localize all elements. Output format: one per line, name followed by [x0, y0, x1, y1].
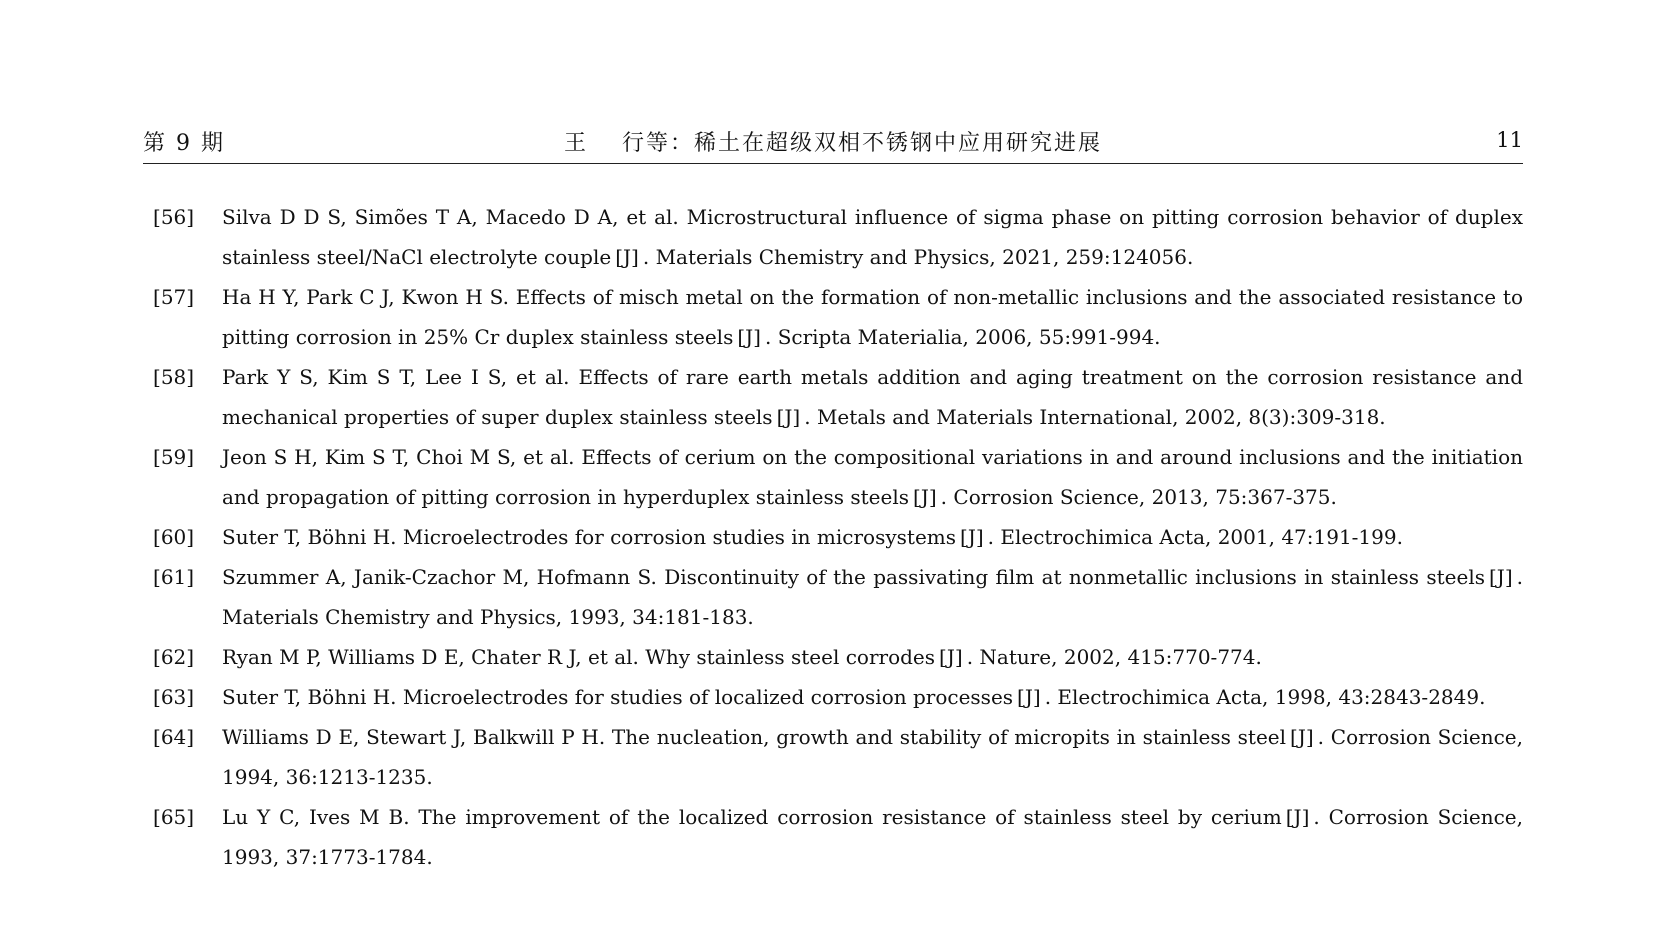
reference-source: . Corrosion Science, 2013, 75:367-375. — [940, 485, 1337, 509]
reference-item — [153, 197, 1523, 277]
reference-body: Park Y S, Kim S T, Lee I S, et al. Effects of rare earth metals addition and aging treatment on the corrosion resistance and mechanical properties of super duplex stainless steels — [222, 365, 1523, 429]
reference-number: [ 58 ] — [153, 357, 194, 397]
reference-type: [ J ] — [615, 237, 639, 277]
reference-item — [153, 797, 1523, 877]
reference-source: . Corrosion Science, 1994, 36:1213-1235. — [222, 725, 1523, 789]
running-header — [143, 124, 1523, 164]
reference-type: [ J ] — [1290, 717, 1314, 757]
reference-number: [ 59 ] — [153, 437, 194, 477]
reference-source: . Corrosion Science, 1993, 37:1773-1784. — [222, 805, 1523, 869]
reference-body: Ryan M P, Williams D E, Chater R J, et al. Why stainless steel corrodes — [222, 645, 936, 669]
reference-body: Suter T, Böhni H. Microelectrodes for studies of localized corrosion processes — [222, 685, 1014, 709]
page-number: 11 — [1496, 128, 1523, 152]
issue-label: 第 9 期 — [143, 131, 225, 156]
reference-body: Suter T, Böhni H. Microelectrodes for corrosion studies in microsystems — [222, 525, 957, 549]
reference-body: Jeon S H, Kim S T, Choi M S, et al. Effects of cerium on the compositional variations in and around inclusions and the initiation and propagation of pitting corrosion in hyperduplex stainless steels — [222, 445, 1523, 509]
reference-type: [ J ] — [1286, 797, 1310, 837]
reference-item — [153, 517, 1523, 557]
reference-item — [153, 277, 1523, 357]
running-title — [143, 126, 1523, 157]
reference-number: [ 65 ] — [153, 797, 194, 837]
reference-type: [ J ] — [960, 517, 984, 557]
reference-number: [ 57 ] — [153, 277, 194, 317]
reference-type: [ J ] — [913, 477, 937, 517]
reference-item — [153, 557, 1523, 637]
reference-source: . Electrochimica Acta, 1998, 43:2843-2849. — [1044, 685, 1486, 709]
reference-type: [ J ] — [1017, 677, 1041, 717]
running-title-author: 王 — [563, 131, 588, 156]
reference-body: Ha H Y, Park C J, Kwon H S. Effects of misch metal on the formation of non-metallic inclusions and the associated resistance to pitting corrosion in 25% Cr duplex stainless steels — [222, 285, 1523, 349]
running-title-text: 行等：稀土在超级双相不锈钢中应用研究进展 — [622, 131, 1103, 156]
reference-number: [ 60 ] — [153, 517, 194, 557]
reference-body: Williams D E, Stewart J, Balkwill P H. The nucleation, growth and stability of micropits in stainless steel — [222, 725, 1287, 749]
reference-type: [ J ] — [939, 637, 963, 677]
reference-body: Szummer A, Janik-Czachor M, Hofmann S. Discontinuity of the passivating film at nonmetallic inclusions in stainless steels — [222, 565, 1485, 589]
reference-number: [ 62 ] — [153, 637, 194, 677]
reference-item — [153, 437, 1523, 517]
reference-type: [ J ] — [1489, 557, 1513, 597]
reference-body: Silva D D S, Simões T A, Macedo D A, et al. Microstructural influence of sigma phase on pitting corrosion behavior of duplex stainless steel/NaCl electrolyte couple — [222, 205, 1523, 269]
header-rule — [143, 163, 1523, 164]
reference-source: . Materials Chemistry and Physics, 1993, 34:181-183. — [222, 565, 1523, 629]
reference-source: . Electrochimica Acta, 2001, 47:191-199. — [987, 525, 1403, 549]
reference-number: [ 64 ] — [153, 717, 194, 757]
reference-item — [153, 717, 1523, 797]
reference-item — [153, 637, 1523, 677]
reference-source: . Scripta Materialia, 2006, 55:991-994. — [764, 325, 1161, 349]
reference-source: . Materials Chemistry and Physics, 2021, 259:124056. — [642, 245, 1194, 269]
reference-source: . Nature, 2002, 415:770-774. — [966, 645, 1262, 669]
reference-type: [ J ] — [777, 397, 801, 437]
reference-list — [153, 197, 1523, 877]
reference-body: Lu Y C, Ives M B. The improvement of the localized corrosion resistance of stainless steel by cerium — [222, 805, 1282, 829]
reference-item — [153, 357, 1523, 437]
reference-number: [ 63 ] — [153, 677, 194, 717]
reference-type: [ J ] — [737, 317, 761, 357]
reference-item — [153, 677, 1523, 717]
reference-number: [ 56 ] — [153, 197, 194, 237]
reference-number: [ 61 ] — [153, 557, 194, 597]
reference-source: . Metals and Materials International, 2002, 8(3):309-318. — [804, 405, 1386, 429]
